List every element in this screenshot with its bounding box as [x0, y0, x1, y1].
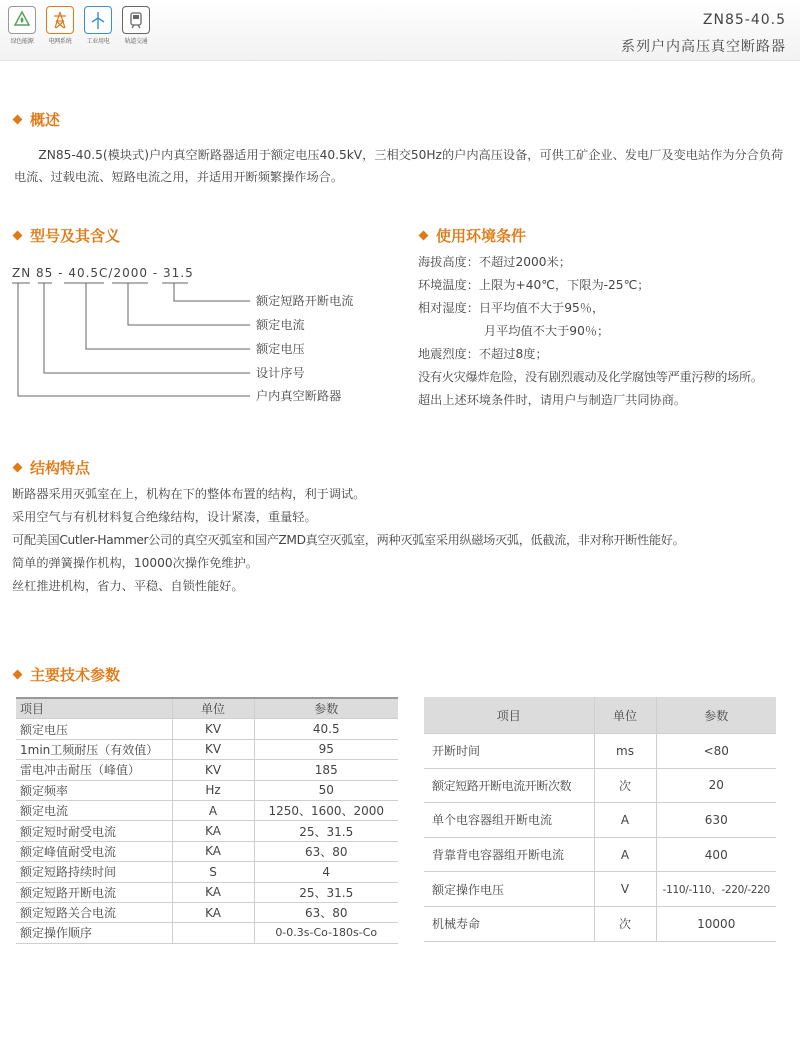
diamond-bullet-icon: [13, 670, 23, 680]
env-line: 地震烈度：不超过8度；: [418, 347, 548, 361]
table-row: [16, 719, 398, 739]
table-header-cell: 项目: [16, 698, 172, 719]
icon-caption: 电网系统: [48, 38, 72, 45]
table-header-cell: 项目: [424, 697, 594, 734]
table-row: [424, 803, 776, 838]
table-cell: ms: [594, 734, 656, 769]
env-line: 环境温度：上限为+40℃，下限为-25℃；: [418, 278, 650, 292]
table-header-row: [16, 698, 398, 719]
table-header-cell: 参数: [254, 698, 398, 719]
table-cell: 额定峰值耐受电流: [16, 841, 172, 861]
env-line: 海拔高度：不超过2000米；: [418, 255, 571, 269]
table-cell: 额定短路开断电流: [16, 882, 172, 902]
section-title-text: 概述: [30, 111, 61, 129]
wind-turbine-icon: [84, 6, 112, 34]
params-table-1: [16, 697, 398, 944]
model-label: 额定电流: [256, 318, 305, 332]
table-row: [16, 902, 398, 922]
table-cell: 次: [594, 906, 656, 941]
table-row: [424, 837, 776, 872]
table-cell: 额定短时耐受电流: [16, 821, 172, 841]
diamond-bullet-icon: [419, 231, 429, 241]
table-cell: KA: [172, 902, 254, 922]
table-cell: V: [594, 872, 656, 907]
model-label: 额定短路开断电流: [256, 294, 354, 308]
table-row: [16, 841, 398, 861]
section-title-overview: [14, 109, 60, 130]
table-cell: 630: [656, 803, 776, 838]
table-cell: 63、80: [254, 841, 398, 861]
section-title-text: 结构特点: [30, 459, 91, 477]
table-cell: 50: [254, 780, 398, 800]
table-cell: 400: [656, 837, 776, 872]
code-part: 40.5C: [68, 266, 109, 280]
table-row: [424, 768, 776, 803]
code-part: 85: [36, 266, 54, 280]
section-title-environment: [420, 225, 526, 246]
env-line: 没有火灾爆炸危险，没有剧烈震动及化学腐蚀等严重污秽的场所。: [418, 370, 763, 384]
structure-line: 简单的弹簧操作机构，10000次操作免维护。: [12, 556, 258, 570]
table-row: [16, 862, 398, 882]
section-title-text: 主要技术参数: [30, 666, 121, 684]
table-row: [16, 923, 398, 943]
icon-item: [44, 6, 76, 45]
model-code: [12, 266, 194, 280]
table-cell: KV: [172, 760, 254, 780]
table-cell: 额定短路持续时间: [16, 862, 172, 882]
table-row: [16, 800, 398, 820]
model-label: 户内真空断路器: [256, 389, 342, 403]
table-cell: 1min工频耐压（有效值）: [16, 739, 172, 759]
table-header-row: [424, 697, 776, 734]
table-cell: 额定短路关合电流: [16, 902, 172, 922]
table-cell: A: [172, 800, 254, 820]
section-title-model: [14, 225, 120, 246]
env-line: 相对湿度：日平均值不大于95％，: [418, 301, 605, 315]
table-cell: 0-0.3s-Co-180s-Co: [254, 923, 398, 943]
table-row: [16, 780, 398, 800]
table-cell: 185: [254, 760, 398, 780]
section-title-text: 使用环境条件: [436, 227, 527, 245]
table-cell: 40.5: [254, 719, 398, 739]
table-cell: 额定电流: [16, 800, 172, 820]
table-cell: KV: [172, 739, 254, 759]
model-connector-lines: [0, 280, 260, 405]
code-part: -: [58, 266, 64, 280]
diamond-bullet-icon: [13, 463, 23, 473]
env-line: 月平均值不大于90％；: [484, 324, 610, 338]
recycle-leaf-icon: [8, 6, 36, 34]
table-row: [16, 739, 398, 759]
structure-line: 可配美国Cutler-Hammer公司的真空灭弧室和国产ZMD真空灭弧室，两种灭弧室采用纵磁场灭弧，低截流，非对称开断性能好。: [12, 533, 685, 547]
env-line: 超出上述环境条件时，请用户与制造厂共同协商。: [418, 393, 687, 407]
diamond-bullet-icon: [13, 115, 23, 125]
table-cell: KA: [172, 882, 254, 902]
code-part: /: [108, 266, 114, 280]
table-cell: 额定操作电压: [424, 872, 594, 907]
table-row: [16, 760, 398, 780]
table-cell: 1250、1600、2000: [254, 800, 398, 820]
power-tower-icon: [46, 6, 74, 34]
table-cell: KA: [172, 841, 254, 861]
table-cell: 额定短路开断电流开断次数: [424, 768, 594, 803]
table-cell: 机械寿命: [424, 906, 594, 941]
table-cell: 雷电冲击耐压（峰值）: [16, 760, 172, 780]
icon-item: [6, 6, 38, 45]
table-header-cell: 单位: [594, 697, 656, 734]
table-cell: 4: [254, 862, 398, 882]
table-cell: KV: [172, 719, 254, 739]
table-cell: KA: [172, 821, 254, 841]
table-cell: <80: [656, 734, 776, 769]
table-header-cell: 单位: [172, 698, 254, 719]
icon-caption: 绿色能源: [10, 38, 34, 45]
icon-caption: 轨道交通: [124, 38, 148, 45]
table-cell: [172, 923, 254, 943]
table-cell: 95: [254, 739, 398, 759]
table-cell: 10000: [656, 906, 776, 941]
table-cell: A: [594, 803, 656, 838]
code-part: 31.5: [163, 266, 194, 280]
table-cell: 次: [594, 768, 656, 803]
code-part: -: [152, 266, 159, 280]
icon-item: [82, 6, 114, 45]
table-cell: Hz: [172, 780, 254, 800]
code-part: 2000: [113, 266, 149, 280]
section-title-structure: [14, 457, 90, 478]
table-cell: -110/-110、-220/-220: [656, 872, 776, 907]
model-label: 额定电压: [256, 342, 305, 356]
overview-text: ZN85-40.5(模块式)户内真空断路器适用于额定电压40.5kV，三相交50Hz的户内高压设备，可供工矿企业、发电厂及变电站作为分合负荷电流、过载电流、短路电流之用，并适用开断频繁操作场合。: [14, 148, 784, 184]
table-header-cell: 参数: [656, 697, 776, 734]
model-label: 设计序号: [256, 366, 305, 380]
table-cell: 开断时间: [424, 734, 594, 769]
params-table-2: [424, 697, 776, 942]
section-title-params: [14, 664, 120, 685]
icon-caption: 工业用电: [86, 38, 110, 45]
table-cell: 额定频率: [16, 780, 172, 800]
table-row: [16, 882, 398, 902]
train-icon: [122, 6, 150, 34]
industry-icons: [6, 6, 152, 45]
table-cell: A: [594, 837, 656, 872]
structure-line: 丝杠推进机构，省力、平稳、自锁性能好。: [12, 579, 244, 593]
structure-line: 断路器采用灭弧室在上，机构在下的整体布置的结构，利于调试。: [12, 487, 366, 501]
table-cell: 额定操作顺序: [16, 923, 172, 943]
code-part: ZN: [12, 266, 32, 280]
table-cell: 20: [656, 768, 776, 803]
table-cell: 额定电压: [16, 719, 172, 739]
table-row: [16, 821, 398, 841]
table-row: [424, 872, 776, 907]
structure-line: 采用空气与有机材料复合绝缘结构，设计紧凑，重量轻。: [12, 510, 317, 524]
product-series: 系列户内高压真空断路器: [621, 39, 786, 55]
table-cell: S: [172, 862, 254, 882]
table-cell: 单个电容器组开断电流: [424, 803, 594, 838]
table-cell: 背靠背电容器组开断电流: [424, 837, 594, 872]
table-row: [424, 734, 776, 769]
diamond-bullet-icon: [13, 231, 23, 241]
table-cell: 25、31.5: [254, 821, 398, 841]
product-model: ZN85-40.5: [702, 12, 786, 28]
section-title-text: 型号及其含义: [30, 227, 121, 245]
table-cell: 63、80: [254, 902, 398, 922]
table-cell: 25、31.5: [254, 882, 398, 902]
table-row: [424, 906, 776, 941]
icon-item: [120, 6, 152, 45]
